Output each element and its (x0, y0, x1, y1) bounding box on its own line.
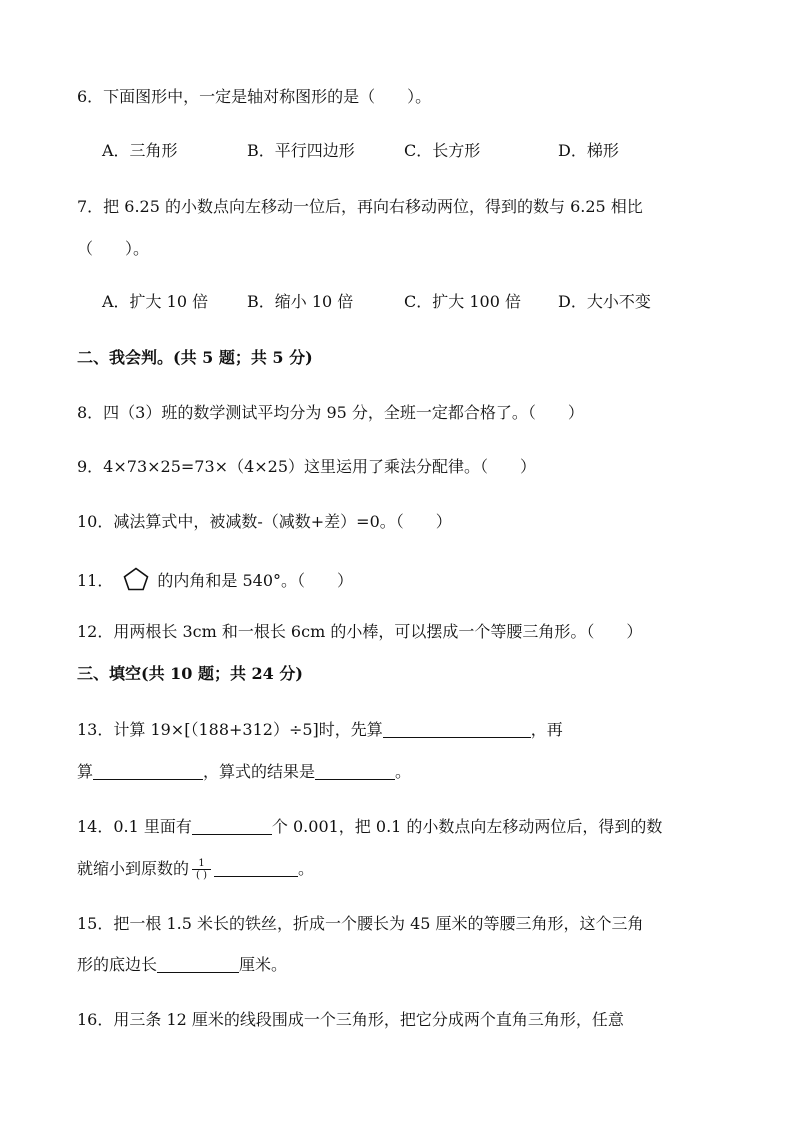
answer-blank[interactable] (93, 763, 203, 780)
question-14-text-3: 就缩小到原数的 (77, 859, 190, 878)
q7-option-a: A．扩大 10 倍 (102, 292, 209, 311)
question-15-line-1 (77, 914, 644, 934)
question-15-text-3: 厘米。 (239, 955, 288, 974)
question-13-line-1 (77, 720, 563, 740)
answer-blank[interactable] (383, 721, 531, 738)
fraction-numerator: 1 (198, 858, 205, 869)
section-3-heading: 三、填空(共 10 题；共 24 分) (77, 664, 303, 683)
question-15-line-2 (77, 955, 287, 975)
question-13-text-3: 算 (77, 762, 94, 781)
question-13-text-1: 13．计算 19×[（188+312）÷5]时，先算 (77, 720, 383, 739)
question-7-blank: （ ）。 (77, 239, 150, 258)
fraction-denominator[interactable]: ( ) (196, 870, 207, 881)
question-13-line-2 (77, 762, 411, 782)
question-15-text-1: 15．把一根 1.5 米长的铁丝，折成一个腰长为 45 厘米的等腰三角形，这个三角 (77, 914, 644, 933)
question-8: 8．四（3）班的数学测试平均分为 95 分，全班一定都合格了。（ ） (77, 403, 584, 422)
section-2-heading: 二、我会判。(共 5 题；共 5 分) (77, 348, 313, 367)
q6-option-d: D．梯形 (558, 141, 619, 160)
question-12: 12．用两根长 3cm 和一根长 6cm 的小棒，可以摆成一个等腰三角形。（ ） (77, 622, 643, 641)
question-14-line-1 (77, 817, 662, 837)
question-14-text-2: 个 0.001，把 0.1 的小数点向左移动两位后，得到的数 (271, 817, 663, 836)
q7-option-d: D．大小不变 (558, 292, 651, 311)
answer-blank[interactable] (192, 818, 272, 835)
question-11-number: 11． (77, 571, 114, 590)
q6-option-c: C．长方形 (404, 141, 481, 160)
answer-blank[interactable] (315, 763, 395, 780)
fraction (192, 858, 211, 881)
question-10: 10．减法算式中，被减数-（减数+差）=0。（ ） (77, 512, 452, 531)
question-7-line-1 (77, 197, 643, 217)
question-15-text-2: 形的底边长 (77, 955, 158, 974)
answer-blank[interactable] (157, 956, 239, 973)
answer-blank[interactable] (214, 860, 298, 877)
question-6-text: 6．下面图形中，一定是轴对称图形的是（ ）。 (77, 87, 432, 106)
q6-option-a: A．三角形 (102, 141, 178, 160)
question-6 (77, 87, 431, 107)
q7-option-c: C．扩大 100 倍 (404, 292, 521, 311)
q7-option-b: B．缩小 10 倍 (247, 292, 354, 311)
question-13-text-5: 。 (395, 762, 412, 781)
question-13-text-2: ，再 (530, 720, 563, 739)
question-7-line-2 (77, 239, 149, 259)
question-11-text: 的内角和是 540°。（ ） (157, 571, 354, 590)
question-13-text-4: ，算式的结果是 (203, 762, 316, 781)
question-14-text-4: 。 (298, 859, 315, 878)
pentagon-icon (123, 567, 149, 591)
question-7-text: 7．把 6.25 的小数点向左移动一位后，再向右移动两位，得到的数与 6.25 相比 (77, 197, 643, 216)
question-11 (77, 567, 353, 591)
question-9: 9．4×73×25=73×（4×25）这里运用了乘法分配律。（ ） (77, 457, 537, 476)
q6-option-b: B．平行四边形 (247, 141, 355, 160)
question-16-line-1: 16．用三条 12 厘米的线段围成一个三角形，把它分成两个直角三角形，任意 (77, 1010, 624, 1029)
question-14-text-1: 14．0.1 里面有 (77, 817, 192, 836)
question-14-line-2 (77, 858, 314, 881)
